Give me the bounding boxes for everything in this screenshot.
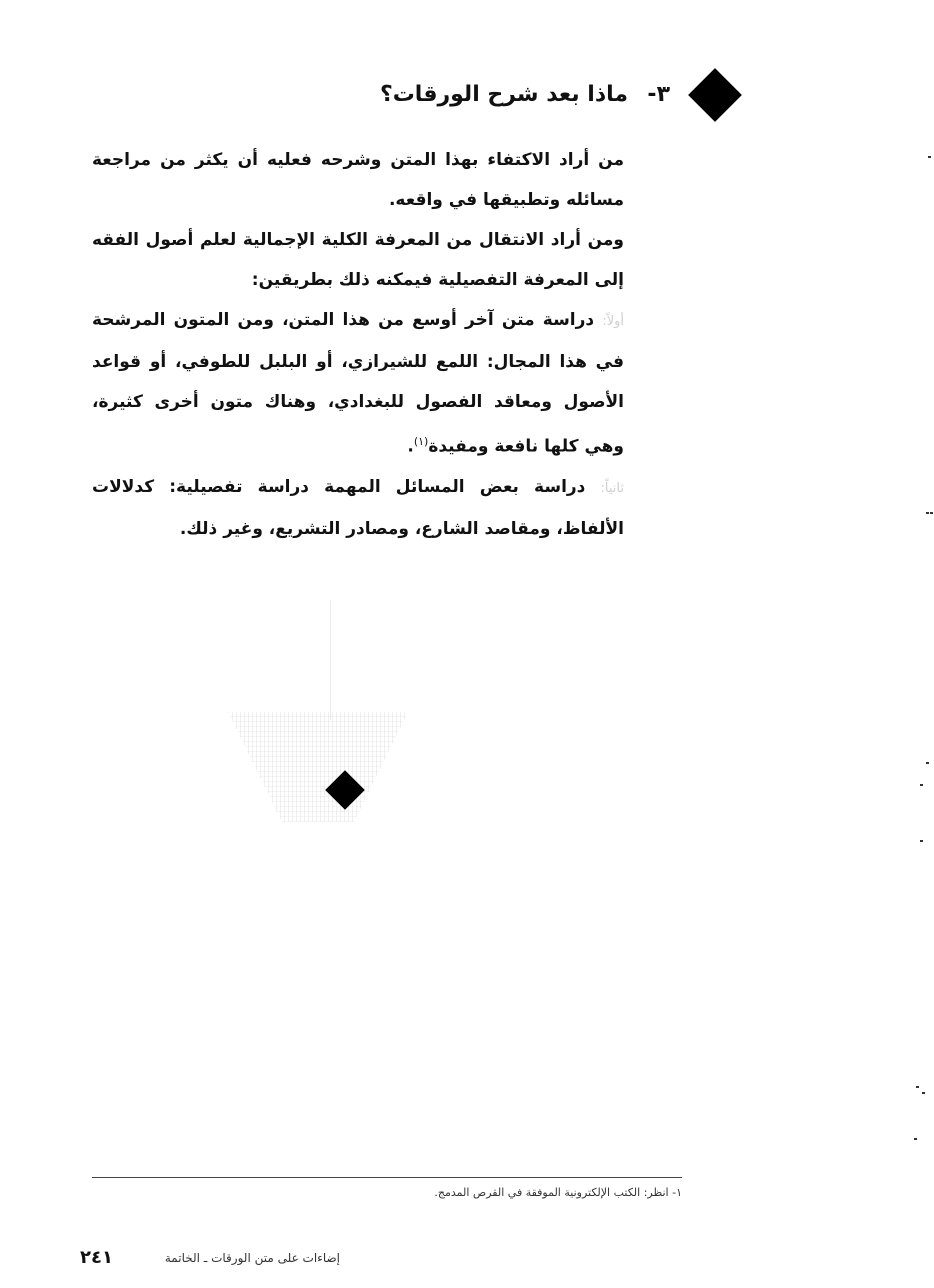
- scan-artifact-line: [330, 600, 331, 720]
- margin-mark: [920, 784, 923, 786]
- margin-mark: [922, 1092, 925, 1094]
- margin-mark: [914, 1138, 917, 1140]
- running-title: إضاءات على متن الورقات ـ الخاتمة: [164, 1251, 340, 1265]
- body-text: [92, 140, 624, 549]
- page-number: ٢٤١: [80, 1247, 113, 1268]
- footnote-reference[interactable]: (١): [413, 435, 429, 448]
- paragraph-1-text: من أراد الاكتفاء بهذا المتن وشرحه فعليه أن يكثر من مراجعة مسائله وتطبيقها في واقعه.: [92, 150, 624, 210]
- paragraph-4: [92, 467, 624, 549]
- page-footer: [80, 1247, 340, 1269]
- margin-mark: [920, 840, 923, 842]
- paragraph-4-text: دراسة بعض المسائل المهمة دراسة تفصيلية: كدلالات الألفاظ، ومقاصد الشارع، ومصادر التشريع، وغير ذلك.: [92, 476, 624, 539]
- margin-mark: [926, 512, 929, 514]
- margin-mark: [926, 762, 929, 764]
- paragraph-3-text: دراسة متن آخر أوسع من هذا المتن، ومن المتون المرشحة في هذا المجال: اللمع للشيرازي، أو البلبل للطوفي، أو قواعد الأصول ومعاقد الفصول للبغدادي، وهناك متون أخرى كثيرة، وهي كلها نافعة ومفيدة: [92, 310, 624, 457]
- paragraph-3-end: .: [407, 436, 414, 457]
- paragraph-1: [92, 140, 624, 220]
- section-heading: [380, 70, 740, 130]
- margin-mark: [916, 1086, 919, 1088]
- scan-artifact-texture: [228, 712, 408, 822]
- paragraph-2: [92, 220, 624, 300]
- margin-mark: [928, 156, 931, 158]
- diamond-bullet-icon: [688, 68, 742, 122]
- paragraph-2-text: ومن أراد الانتقال من المعرفة الكلية الإجمالية لعلم أصول الفقه إلى المعرفة التفصيلية فيمكنه ذلك بطريقين:: [92, 230, 624, 290]
- paragraph-3-lead: أولاً:: [602, 314, 624, 329]
- paragraph-3: [92, 300, 624, 467]
- footnote-text: ١- انظر: الكتب الإلكترونية الموفقة في القرص المدمج.: [434, 1186, 682, 1199]
- footnote-divider: [92, 1177, 682, 1178]
- section-title: ماذا بعد شرح الورقات؟: [379, 82, 628, 107]
- margin-mark: [930, 512, 933, 514]
- section-number: ٣-: [647, 82, 670, 107]
- paragraph-4-lead: ثانياً:: [600, 480, 624, 496]
